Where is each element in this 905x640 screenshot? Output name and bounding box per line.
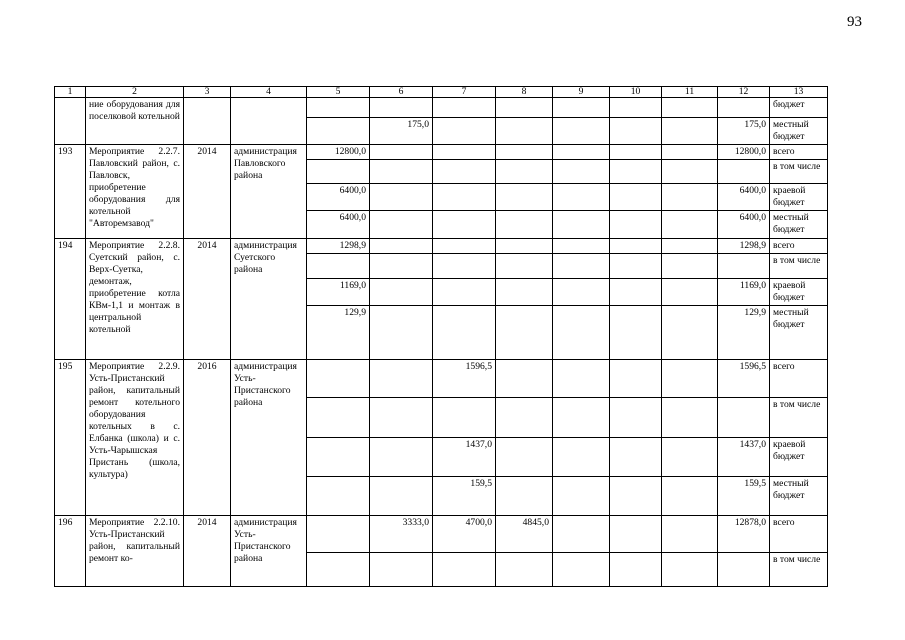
amount-total: 12800,0	[718, 145, 770, 160]
executor-cell: администрация Усть-Пристанского района	[231, 516, 307, 587]
amount-c10	[610, 553, 662, 587]
amount-c8	[496, 306, 553, 360]
year-cell: 2016	[184, 360, 231, 516]
amount-c7	[433, 145, 496, 160]
measure-description: Мероприятие 2.2.9. Усть-Пристанский район, капитальный ремонт котельного оборудования котельных в с. Елбанка (школа) и с. Усть-Чарышская Пристань (школа, культура)	[86, 360, 184, 516]
amount-total: 6400,0	[718, 211, 770, 239]
amount-c11	[662, 239, 718, 254]
year-cell	[184, 98, 231, 145]
amount-c8	[496, 239, 553, 254]
amount-c11	[662, 516, 718, 553]
column-header: 11	[662, 87, 718, 98]
amount-c7	[433, 279, 496, 306]
amount-c9	[553, 477, 610, 516]
funding-source: в том числе	[770, 398, 828, 438]
column-header: 5	[307, 87, 370, 98]
amount-c8: 4845,0	[496, 516, 553, 553]
amount-c11	[662, 360, 718, 398]
amount-c6	[370, 184, 433, 211]
amount-c7	[433, 553, 496, 587]
amount-c9	[553, 145, 610, 160]
column-header: 6	[370, 87, 433, 98]
amount-total: 1298,9	[718, 239, 770, 254]
amount-c11	[662, 211, 718, 239]
measure-description: Мероприятие 2.2.7. Павловский район, с. Павловск, приобретение оборудования для котельной "Авторемзавод"	[86, 145, 184, 239]
row-number	[55, 98, 86, 145]
column-header: 3	[184, 87, 231, 98]
funding-source: в том числе	[770, 254, 828, 279]
table-row	[55, 360, 828, 398]
column-header: 12	[718, 87, 770, 98]
amount-c8	[496, 553, 553, 587]
funding-source: всего	[770, 360, 828, 398]
amount-c7	[433, 98, 496, 118]
amount-c11	[662, 553, 718, 587]
funding-source: местный бюджет	[770, 477, 828, 516]
amount-total: 6400,0	[718, 184, 770, 211]
amount-c7	[433, 211, 496, 239]
amount-c5	[307, 553, 370, 587]
amount-c11	[662, 98, 718, 118]
amount-c9	[553, 438, 610, 477]
amount-c10	[610, 145, 662, 160]
amount-total: 159,5	[718, 477, 770, 516]
amount-c9	[553, 306, 610, 360]
amount-c7	[433, 118, 496, 145]
amount-c5	[307, 360, 370, 398]
header-row	[55, 87, 828, 98]
amount-c6: 175,0	[370, 118, 433, 145]
column-header: 1	[55, 87, 86, 98]
year-cell: 2014	[184, 516, 231, 587]
amount-c8	[496, 184, 553, 211]
amount-c9	[553, 360, 610, 398]
amount-total: 1437,0	[718, 438, 770, 477]
amount-c10	[610, 184, 662, 211]
amount-c6	[370, 438, 433, 477]
amount-c8	[496, 145, 553, 160]
table-row	[55, 239, 828, 254]
amount-c11	[662, 118, 718, 145]
amount-c11	[662, 398, 718, 438]
amount-c8	[496, 98, 553, 118]
amount-total	[718, 553, 770, 587]
amount-c7	[433, 239, 496, 254]
funding-source: всего	[770, 516, 828, 553]
amount-c7: 1437,0	[433, 438, 496, 477]
amount-c10	[610, 254, 662, 279]
amount-total: 129,9	[718, 306, 770, 360]
column-header: 2	[86, 87, 184, 98]
amount-c5	[307, 118, 370, 145]
amount-c8	[496, 360, 553, 398]
amount-c10	[610, 211, 662, 239]
amount-c8	[496, 438, 553, 477]
funding-source: краевой бюджет	[770, 438, 828, 477]
column-header: 9	[553, 87, 610, 98]
amount-c9	[553, 553, 610, 587]
funding-source: местный бюджет	[770, 306, 828, 360]
amount-c11	[662, 254, 718, 279]
amount-c6	[370, 279, 433, 306]
amount-c6	[370, 398, 433, 438]
amount-c9	[553, 516, 610, 553]
funding-source: местный бюджет	[770, 211, 828, 239]
amount-total: 175,0	[718, 118, 770, 145]
amount-c7: 4700,0	[433, 516, 496, 553]
amount-c11	[662, 438, 718, 477]
amount-c10	[610, 98, 662, 118]
amount-c5	[307, 438, 370, 477]
row-number: 193	[55, 145, 86, 239]
amount-total	[718, 254, 770, 279]
amount-c7	[433, 398, 496, 438]
amount-total	[718, 398, 770, 438]
table-row	[55, 145, 828, 160]
amount-c6	[370, 360, 433, 398]
amount-total: 1169,0	[718, 279, 770, 306]
amount-c6	[370, 239, 433, 254]
amount-c5: 1298,9	[307, 239, 370, 254]
amount-c11	[662, 160, 718, 184]
amount-c10	[610, 398, 662, 438]
amount-c9	[553, 184, 610, 211]
executor-cell	[231, 98, 307, 145]
amount-c10	[610, 306, 662, 360]
amount-c5	[307, 98, 370, 118]
amount-c9	[553, 160, 610, 184]
amount-c9	[553, 254, 610, 279]
amount-c7	[433, 184, 496, 211]
amount-c6	[370, 211, 433, 239]
amount-c6	[370, 553, 433, 587]
column-header: 4	[231, 87, 307, 98]
amount-c6	[370, 98, 433, 118]
amount-c7	[433, 254, 496, 279]
amount-c7	[433, 160, 496, 184]
amount-total	[718, 160, 770, 184]
amount-c5: 12800,0	[307, 145, 370, 160]
amount-c5	[307, 516, 370, 553]
executor-cell: администрация Усть-Пристанского района	[231, 360, 307, 516]
funding-source: краевой бюджет	[770, 279, 828, 306]
amount-c8	[496, 211, 553, 239]
amount-c10	[610, 438, 662, 477]
funding-source: местный бюджет	[770, 118, 828, 145]
amount-c10	[610, 279, 662, 306]
measure-description: Мероприятие 2.2.10. Усть-Пристанский район, капитальный ремонт ко-	[86, 516, 184, 587]
amount-c10	[610, 360, 662, 398]
amount-c10	[610, 477, 662, 516]
amount-c6	[370, 160, 433, 184]
funding-source: в том числе	[770, 553, 828, 587]
amount-c8	[496, 118, 553, 145]
amount-total	[718, 98, 770, 118]
amount-c7: 1596,5	[433, 360, 496, 398]
page-number: 93	[847, 14, 862, 30]
executor-cell: администрация Павловского района	[231, 145, 307, 239]
column-header: 8	[496, 87, 553, 98]
amount-c9	[553, 98, 610, 118]
amount-c5	[307, 254, 370, 279]
amount-c5: 1169,0	[307, 279, 370, 306]
amount-c9	[553, 239, 610, 254]
executor-cell: администрация Суетского района	[231, 239, 307, 360]
amount-c9	[553, 398, 610, 438]
table-row	[55, 516, 828, 553]
amount-c8	[496, 398, 553, 438]
column-header: 13	[770, 87, 828, 98]
amount-c5	[307, 160, 370, 184]
amount-c11	[662, 184, 718, 211]
table-row	[55, 98, 828, 118]
amount-c8	[496, 279, 553, 306]
amount-c8	[496, 160, 553, 184]
funding-source: всего	[770, 239, 828, 254]
measure-description: ние оборудования для поселковой котельной	[86, 98, 184, 145]
amount-c9	[553, 118, 610, 145]
amount-c5	[307, 477, 370, 516]
amount-c10	[610, 239, 662, 254]
amount-total: 12878,0	[718, 516, 770, 553]
amount-c10	[610, 118, 662, 145]
amount-c8	[496, 477, 553, 516]
amount-c9	[553, 279, 610, 306]
amount-c6	[370, 254, 433, 279]
year-cell: 2014	[184, 145, 231, 239]
amount-c5: 129,9	[307, 306, 370, 360]
amount-c8	[496, 254, 553, 279]
amount-c11	[662, 145, 718, 160]
amount-c5: 6400,0	[307, 211, 370, 239]
amount-c6: 3333,0	[370, 516, 433, 553]
row-number: 194	[55, 239, 86, 360]
year-cell: 2014	[184, 239, 231, 360]
amount-c10	[610, 160, 662, 184]
amount-c7	[433, 306, 496, 360]
funding-source: бюджет	[770, 98, 828, 118]
amount-c11	[662, 477, 718, 516]
row-number: 196	[55, 516, 86, 587]
column-header: 7	[433, 87, 496, 98]
funding-source: в том числе	[770, 160, 828, 184]
funding-source: всего	[770, 145, 828, 160]
amount-total: 1596,5	[718, 360, 770, 398]
amount-c5	[307, 398, 370, 438]
column-header: 10	[610, 87, 662, 98]
amount-c6	[370, 477, 433, 516]
amount-c5: 6400,0	[307, 184, 370, 211]
amount-c7: 159,5	[433, 477, 496, 516]
row-number: 195	[55, 360, 86, 516]
amount-c10	[610, 516, 662, 553]
amount-c11	[662, 306, 718, 360]
amount-c6	[370, 306, 433, 360]
measure-description: Мероприятие 2.2.8. Суетский район, с. Верх-Суетка, демонтаж, приобретение котла КВм-1,1 и монтаж в центральной котельной	[86, 239, 184, 360]
funding-source: краевой бюджет	[770, 184, 828, 211]
amount-c9	[553, 211, 610, 239]
amount-c11	[662, 279, 718, 306]
amount-c6	[370, 145, 433, 160]
budget-table	[54, 86, 828, 587]
